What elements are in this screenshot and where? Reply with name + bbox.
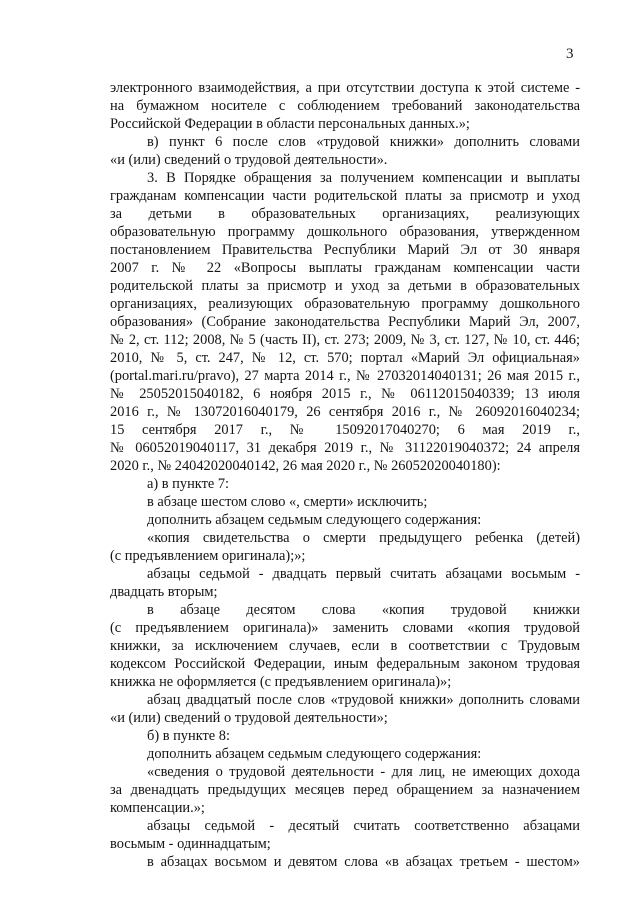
text-line: дополнить абзацем седьмым следующего содержания: xyxy=(147,512,482,528)
text-line: за двенадцать предыдущих месяцев перед обращением за назначением xyxy=(110,782,580,798)
text-line: а) в пункте 7: xyxy=(147,476,230,492)
text-line: электронного взаимодействия, а при отсутствии доступа к этой системе - xyxy=(110,80,580,96)
text-line: на бумажном носителе с соблюдением требований законодательства xyxy=(110,98,580,114)
text-line: гражданам компенсации части родительской платы за присмотр и уход xyxy=(110,188,580,204)
text-line: «копия свидетельства о смерти предыдущего ребенка (детей) xyxy=(147,530,580,546)
text-line: кодексом Российской Федерации, иным федеральным законом трудовая xyxy=(110,656,580,672)
text-line: в абзацах восьмом и девятом слова «в абзацах третьем - шестом» xyxy=(147,854,580,870)
text-line: в абзаце десятом слова «копия трудовой книжки xyxy=(147,602,580,618)
text-line: организациях, реализующих образовательную программу дошкольного xyxy=(110,296,580,312)
text-line: 2010, № 5, ст. 247, № 12, ст. 570; портал «Марий Эл официальная» xyxy=(110,350,580,366)
text-line: постановлением Правительства Республики Марий Эл от 30 января xyxy=(110,242,580,258)
text-line: абзац двадцатый после слов «трудовой книжки» дополнить словами xyxy=(147,692,580,708)
text-line: двадцать вторым; xyxy=(110,584,218,600)
text-line: родительской платы за присмотр и уход за детьми в образовательных xyxy=(110,278,580,294)
text-line: (с предъявлением оригинала)» заменить словами «копия трудовой xyxy=(110,620,580,636)
text-line: книжка не оформляется (с предъявлением оригинала)»; xyxy=(110,674,452,690)
text-line: образовательную программу дошкольного образования, утвержденном xyxy=(110,224,580,240)
text-line: в абзаце шестом слово «, смерти» исключить; xyxy=(147,494,428,510)
text-line: Российской Федерации в области персональных данных.»; xyxy=(110,116,470,132)
text-line: № 2, ст. 112; 2008, № 5 (часть II), ст. 273; 2009, № 3, ст. 127, № 10, ст. 446; xyxy=(110,332,580,348)
text-line: (portal.mari.ru/pravo), 27 марта 2014 г., № 27032014040131; 26 мая 2015 г., xyxy=(110,368,580,384)
text-line: абзацы седьмой - десятый считать соответственно абзацами xyxy=(147,818,580,834)
text-line: «сведения о трудовой деятельности - для лиц, не имеющих дохода xyxy=(147,764,580,780)
text-line: восьмым - одиннадцатым; xyxy=(110,836,271,852)
text-line: абзацы седьмой - двадцать первый считать абзацами восьмым - xyxy=(147,566,580,582)
text-line: «и (или) сведений о трудовой деятельности». xyxy=(110,152,388,168)
text-line: 15 сентября 2017 г., № 15092017040270; 6 мая 2019 г., xyxy=(110,422,580,438)
text-line: 2016 г., № 13072016040179, 26 сентября 2016 г., № 26092016040234; xyxy=(110,404,580,420)
text-line: б) в пункте 8: xyxy=(147,728,230,744)
text-line: 2020 г., № 24042020040142, 26 мая 2020 г., № 26052020040180): xyxy=(110,458,501,474)
text-line: образования» (Собрание законодательства Республики Марий Эл, 2007, xyxy=(110,314,580,330)
text-line: компенсации.»; xyxy=(110,800,205,816)
text-line: дополнить абзацем седьмым следующего содержания: xyxy=(147,746,482,762)
text-line: «и (или) сведений о трудовой деятельности»; xyxy=(110,710,388,726)
text-line: за детьми в образовательных организациях, реализующих xyxy=(110,206,580,222)
text-line: № 06052019040117, 31 декабря 2019 г., № 31122019040372; 24 апреля xyxy=(110,440,580,456)
text-line: 2007 г. № 22 «Вопросы выплаты гражданам компенсации части xyxy=(110,260,580,276)
text-line: 3. В Порядке обращения за получением компенсации и выплаты xyxy=(147,170,580,186)
text-line: (с предъявлением оригинала);»; xyxy=(110,548,306,564)
text-line: книжки, за исключением случаев, если в соответствии с Трудовым xyxy=(110,638,580,654)
text-line: в) пункт 6 после слов «трудовой книжки» дополнить словами xyxy=(147,134,580,150)
text-line: № 25052015040182, 6 ноября 2015 г., № 06112015040339; 13 июля xyxy=(110,386,580,402)
page-number: 3 xyxy=(566,46,574,62)
